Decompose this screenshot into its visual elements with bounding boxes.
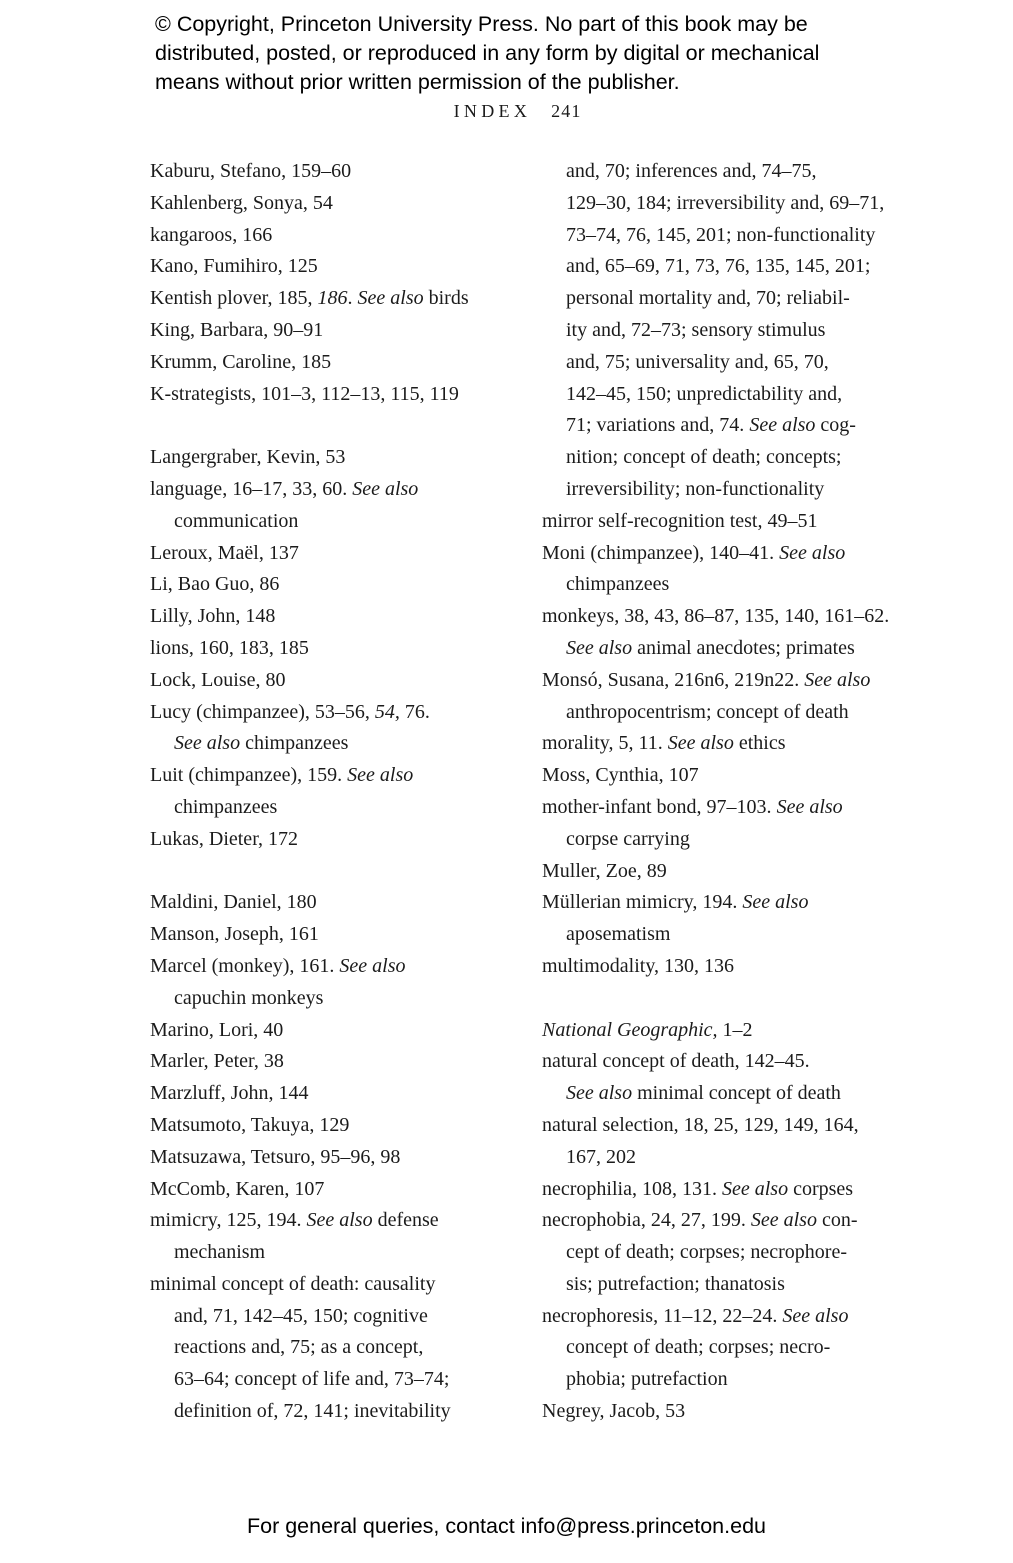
text-segment: Moni (chimpanzee), 140–41.: [542, 541, 780, 564]
text-segment: capuchin monkeys: [174, 986, 324, 1009]
index-entry: [150, 569, 542, 601]
index-entry: [542, 665, 982, 697]
index-entry: [150, 538, 542, 570]
index-entry-continuation: [542, 1332, 982, 1364]
index-entry: [542, 856, 982, 888]
index-entry: [150, 951, 542, 983]
text-segment: and, 70; inferences and, 74–75,: [566, 160, 817, 182]
index-entry-continuation: [542, 1078, 982, 1110]
index-entry: [150, 474, 542, 506]
text-segment: See also: [352, 477, 419, 500]
text-segment: See also: [566, 636, 633, 659]
text-segment: 54,: [374, 700, 400, 723]
text-segment: corpses: [788, 1177, 854, 1200]
text-segment: 73–74, 76, 145, 201; non-functionality: [566, 223, 876, 246]
index-entry: [542, 1396, 982, 1428]
index-entry: [150, 188, 542, 220]
index-entry: [150, 1205, 542, 1237]
index-entry-continuation: [542, 569, 982, 601]
index-entry: [150, 919, 542, 951]
text-segment: lions, 160, 183, 185: [150, 636, 309, 659]
text-segment: Kentish plover, 185,: [150, 287, 318, 310]
index-entry-continuation: [542, 251, 982, 283]
text-segment: See also: [804, 668, 871, 691]
index-blank-line: [150, 856, 542, 888]
text-segment: necrophoresis, 11–12, 22–24.: [542, 1304, 783, 1327]
text-segment: corpse carrying: [566, 827, 690, 850]
index-entry-continuation: [542, 1142, 982, 1174]
text-segment: Krumm, Caroline, 185: [150, 350, 332, 373]
text-segment: personal mortality and, 70; reliabil-: [566, 287, 850, 310]
text-segment: Müllerian mimicry, 194.: [542, 891, 743, 914]
index-entry: [542, 601, 982, 633]
text-segment: Negrey, Jacob, 53: [542, 1400, 686, 1423]
text-segment: Marzluff, John, 144: [150, 1082, 309, 1105]
text-segment: See also: [742, 891, 809, 914]
text-segment: McComb, Karen, 107: [150, 1177, 325, 1200]
index-entry-continuation: [542, 697, 982, 729]
text-segment: con-: [816, 1209, 858, 1232]
text-segment: mother-infant bond, 97–103.: [542, 795, 777, 818]
copyright-notice: [155, 10, 915, 97]
index-entry: [150, 601, 542, 633]
index-entry-continuation: [150, 1396, 542, 1428]
index-entry-continuation: [542, 156, 982, 188]
text-segment: cog-: [815, 414, 856, 437]
text-segment: See also: [779, 541, 846, 564]
text-segment: See also: [347, 764, 414, 787]
text-segment: Lukas, Dieter, 172: [150, 827, 299, 850]
index-entry: [150, 1078, 542, 1110]
text-segment: Leroux, Maël, 137: [150, 541, 299, 564]
text-segment: Matsuzawa, Tetsuro, 95–96, 98: [150, 1145, 401, 1168]
index-entry: [150, 347, 542, 379]
text-segment: natural selection, 18, 25, 129, 149, 164,: [542, 1113, 859, 1136]
index-entry: [150, 824, 542, 856]
text-segment: Kahlenberg, Sonya, 54: [150, 191, 333, 214]
text-segment: 167, 202: [566, 1145, 636, 1168]
text-segment: See also: [750, 1209, 817, 1232]
text-segment: Moss, Cynthia, 107: [542, 764, 699, 787]
index-entry-continuation: [542, 824, 982, 856]
text-segment: Lucy (chimpanzee), 53–56,: [150, 700, 375, 723]
index-entry-continuation: [150, 728, 542, 760]
index-entry-continuation: [542, 1364, 982, 1396]
index-entry-continuation: [542, 283, 982, 315]
text-segment: Kaburu, Stefano, 159–60: [150, 160, 352, 182]
index-blank-line: [542, 983, 982, 1015]
index-entry: [150, 665, 542, 697]
index-column-right: [542, 156, 982, 1428]
index-entry-continuation: [150, 506, 542, 538]
index-column-left: [150, 156, 542, 1428]
index-entry: [542, 1174, 982, 1206]
text-segment: King, Barbara, 90–91: [150, 318, 324, 341]
text-segment: 186: [317, 287, 348, 310]
index-entry: [150, 1269, 542, 1301]
text-segment: chimpanzees: [174, 795, 278, 818]
text-segment: necrophilia, 108, 131.: [542, 1177, 722, 1200]
text-segment: 129–30, 184; irreversibility and, 69–71,: [566, 191, 885, 214]
copyright-line: © Copyright, Princeton University Press. No part of this book may be: [155, 12, 808, 36]
text-segment: Maldini, Daniel, 180: [150, 891, 317, 914]
index-entry: [150, 760, 542, 792]
index-entry-continuation: [542, 220, 982, 252]
index-entry: [542, 1015, 982, 1047]
copyright-line: distributed, posted, or reproduced in any form by digital or mechanical: [155, 41, 820, 65]
text-segment: 76.: [399, 700, 430, 723]
index-entry: [150, 1142, 542, 1174]
index-blank-line: [150, 410, 542, 442]
text-segment: Marler, Peter, 38: [150, 1050, 284, 1073]
text-segment: kangaroos, 166: [150, 223, 273, 246]
text-segment: multimodality, 130, 136: [542, 954, 735, 977]
text-segment: K-strategists, 101–3, 112–13, 115, 119: [150, 382, 459, 405]
text-segment: birds: [423, 287, 469, 310]
text-segment: language, 16–17, 33, 60.: [150, 477, 353, 500]
text-segment: .: [347, 287, 358, 310]
index-entry: [542, 538, 982, 570]
text-segment: animal anecdotes; primates: [632, 636, 855, 659]
text-segment: See also: [776, 795, 843, 818]
copyright-line: means without prior written permission of the publisher.: [155, 70, 680, 94]
text-segment: Kano, Fumihiro, 125: [150, 255, 318, 278]
text-segment: mechanism: [174, 1241, 266, 1264]
index-entry: [150, 1174, 542, 1206]
index-entry: [150, 442, 542, 474]
text-segment: National Geographic,: [542, 1018, 718, 1041]
text-segment: See also: [339, 954, 406, 977]
index-title: INDEX: [453, 101, 532, 121]
text-segment: See also: [667, 732, 734, 755]
index-entry-continuation: [542, 1237, 982, 1269]
index-entry-continuation: [542, 919, 982, 951]
text-segment: chimpanzees: [566, 573, 670, 596]
text-segment: cept of death; corpses; necrophore-: [566, 1241, 847, 1264]
index-entry: [150, 283, 542, 315]
text-segment: reactions and, 75; as a concept,: [174, 1336, 424, 1359]
index-entry: [150, 1110, 542, 1142]
index-entry-continuation: [542, 410, 982, 442]
text-segment: Marcel (monkey), 161.: [150, 954, 340, 977]
text-segment: See also: [566, 1082, 633, 1105]
index-entry-continuation: [542, 1269, 982, 1301]
text-segment: 63–64; concept of life and, 73–74;: [174, 1368, 450, 1391]
text-segment: definition of, 72, 141; inevitability: [174, 1400, 451, 1423]
index-entry: [150, 697, 542, 729]
index-entry: [542, 760, 982, 792]
index-entry-continuation: [150, 792, 542, 824]
index-entry: [150, 633, 542, 665]
text-segment: phobia; putrefaction: [566, 1368, 728, 1391]
text-segment: 142–45, 150; unpredictability and,: [566, 382, 843, 405]
text-segment: 71; variations and, 74.: [566, 414, 750, 437]
footer-query-contact: For general queries, contact info@press.princeton.edu: [246, 1514, 766, 1538]
text-segment: 1–2: [717, 1018, 753, 1041]
text-segment: Matsumoto, Takuya, 129: [150, 1113, 350, 1136]
index-entry: [150, 315, 542, 347]
text-segment: See also: [782, 1304, 849, 1327]
index-entry-continuation: [542, 315, 982, 347]
index-entry-continuation: [542, 188, 982, 220]
text-segment: Monsó, Susana, 216n6, 219n22.: [542, 668, 805, 691]
text-segment: sis; putrefaction; thanatosis: [566, 1272, 785, 1295]
index-entry: [542, 792, 982, 824]
index-entry: [150, 156, 542, 188]
text-segment: See also: [721, 1177, 789, 1200]
text-segment: defense: [372, 1209, 439, 1232]
index-entry: [150, 251, 542, 283]
index-entry: [150, 1015, 542, 1047]
index-entry: [542, 1110, 982, 1142]
text-segment: See also: [357, 287, 424, 310]
index-entry: [542, 887, 982, 919]
text-segment: necrophobia, 24, 27, 199.: [542, 1209, 751, 1232]
text-segment: and, 65–69, 71, 73, 76, 135, 145, 201;: [566, 255, 871, 278]
index-entry-continuation: [542, 633, 982, 665]
text-segment: minimal concept of death: causality: [150, 1272, 436, 1295]
text-segment: mimicry, 125, 194.: [150, 1209, 307, 1232]
index-entry: [542, 1205, 982, 1237]
text-segment: Lilly, John, 148: [150, 605, 276, 628]
text-segment: Muller, Zoe, 89: [542, 859, 667, 882]
text-segment: irreversibility; non-functionality: [566, 477, 825, 500]
index-entry: [150, 887, 542, 919]
text-segment: Manson, Joseph, 161: [150, 923, 319, 946]
index-entry: [150, 220, 542, 252]
text-segment: Lock, Louise, 80: [150, 668, 286, 691]
index-entry: [542, 951, 982, 983]
index-entry: [542, 1301, 982, 1333]
text-segment: See also: [749, 414, 816, 437]
index-entry-continuation: [542, 474, 982, 506]
text-segment: natural concept of death, 142–45.: [542, 1050, 810, 1073]
text-segment: mirror self-recognition test, 49–51: [542, 509, 818, 532]
text-segment: nition; concept of death; concepts;: [566, 446, 842, 469]
text-segment: See also: [306, 1209, 373, 1232]
text-segment: Langergraber, Kevin, 53: [150, 446, 346, 469]
text-segment: ity and, 72–73; sensory stimulus: [566, 318, 826, 341]
index-entry-continuation: [542, 347, 982, 379]
index-entry: [150, 379, 542, 411]
index-entry-continuation: [542, 442, 982, 474]
index-entry: [542, 506, 982, 538]
index-entry-continuation: [150, 1332, 542, 1364]
index-entry-continuation: [542, 379, 982, 411]
text-segment: concept of death; corpses; necro-: [566, 1336, 831, 1359]
index-entry: [150, 1046, 542, 1078]
text-segment: anthropocentrism; concept of death: [566, 700, 849, 723]
text-segment: ethics: [733, 732, 786, 755]
text-segment: and, 71, 142–45, 150; cognitive: [174, 1304, 428, 1327]
index-entry-continuation: [150, 1301, 542, 1333]
text-segment: chimpanzees: [240, 732, 349, 755]
text-segment: Li, Bao Guo, 86: [150, 573, 280, 596]
index-entry: [542, 1046, 982, 1078]
text-segment: aposematism: [566, 923, 671, 946]
text-segment: Marino, Lori, 40: [150, 1018, 284, 1041]
text-segment: and, 75; universality and, 65, 70,: [566, 350, 829, 373]
text-segment: See also: [174, 732, 241, 755]
index-entry: [542, 728, 982, 760]
text-segment: monkeys, 38, 43, 86–87, 135, 140, 161–62.: [542, 605, 890, 628]
index-entry-continuation: [150, 1364, 542, 1396]
page-number: 241: [551, 101, 582, 121]
running-head: [11, 101, 1013, 122]
index-entry-continuation: [150, 1237, 542, 1269]
text-segment: morality, 5, 11.: [542, 732, 668, 755]
text-segment: minimal concept of death: [632, 1082, 841, 1105]
text-segment: Luit (chimpanzee), 159.: [150, 764, 348, 787]
index-entry-continuation: [150, 983, 542, 1015]
text-segment: communication: [174, 509, 299, 532]
